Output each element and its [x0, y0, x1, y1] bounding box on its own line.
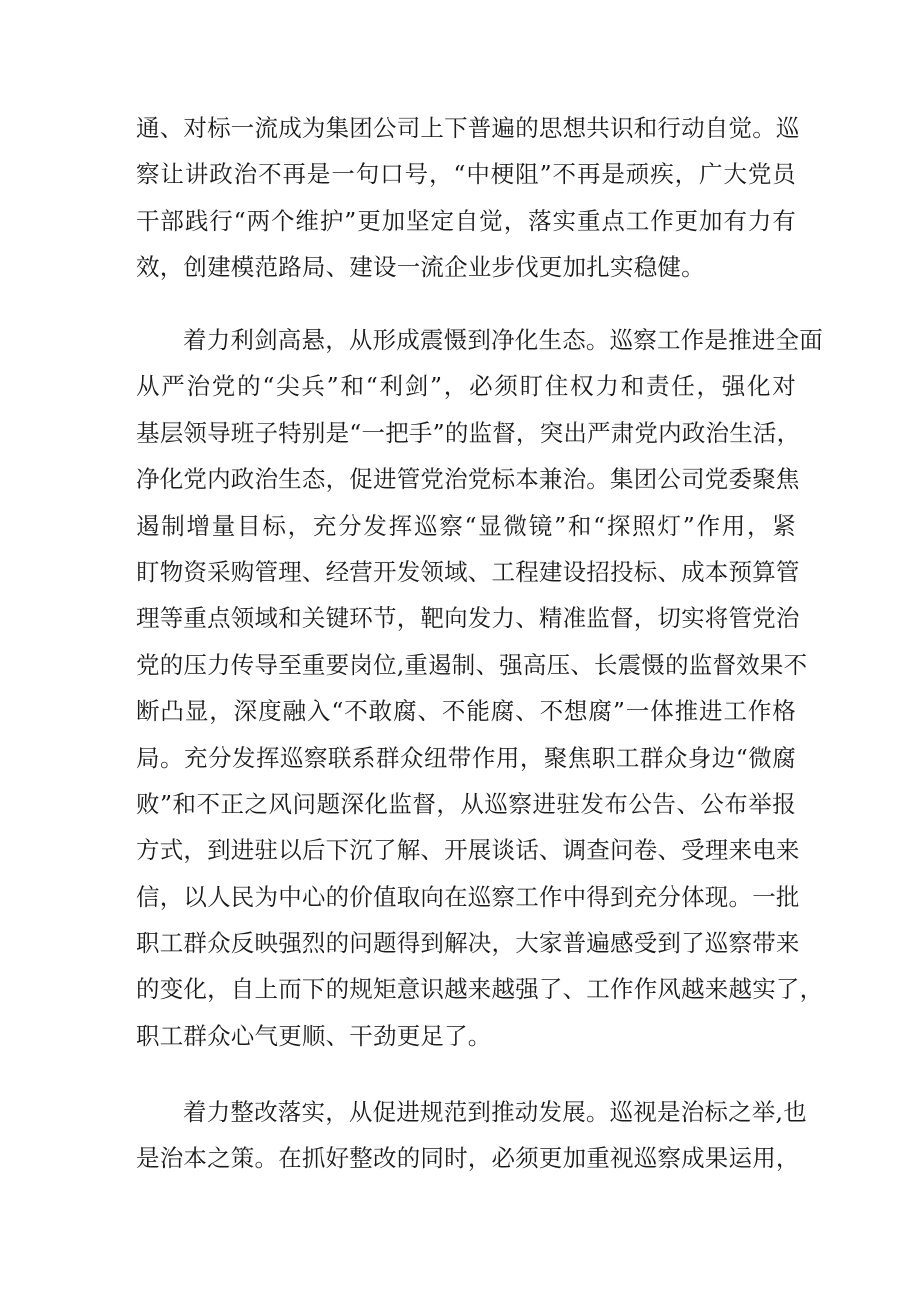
- text-line: 净化党内政治生态，促进管党治党标本兼治。集团公司党委聚焦: [136, 465, 800, 494]
- text-line: 断凸显，深度融入“不敢腐、不能腐、不想腐”一体推进工作格: [136, 697, 796, 726]
- text-line: 职工群众心气更顺、干劲更足了。: [136, 1021, 492, 1050]
- text-line: 着力利剑高悬，从形成震慑到净化生态。巡察工作是推进全面: [183, 326, 823, 354]
- text-line: 败”和不正之风问题深化监督，从巡察进驻发布公告、公布举报: [136, 789, 796, 818]
- text-line: 盯物资采购管理、经营开发领域、工程建设招投标、成本预算管: [136, 557, 800, 586]
- text-line: 是治本之策。在抓好整改的同时，必须更加重视巡察成果运用，: [136, 1144, 800, 1173]
- paragraph-1: [136, 105, 800, 291]
- text-line: 信，以人民为中心的价值取向在巡察工作中得到充分体现。一批: [136, 882, 800, 911]
- text-line: 的变化，自上而下的规矩意识越来越强了、工作作风越来越实了，: [136, 975, 824, 1004]
- text-line: 通、对标一流成为集团公司上下普遍的思想共识和行动自觉。巡: [136, 114, 800, 142]
- text-line: 理等重点领域和关键环节，靶向发力、精准监督，切实将管党治: [136, 604, 800, 633]
- text-line: 局。充分发挥巡察联系群众纽带作用，聚焦职工群众身边“微腐: [136, 743, 796, 772]
- text-line: 察让讲政治不再是一句口号，“中梗阻”不再是顽疾，广大党员: [136, 160, 796, 189]
- text-line: 着力整改落实，从促进规范到推动发展。巡视是治标之举,也: [183, 1098, 807, 1126]
- text-line: 从严治党的“尖兵”和“利剑”，必须盯住权力和责任，强化对: [136, 372, 796, 401]
- text-line: 遏制增量目标，充分发挥巡察“显微镜”和“探照灯”作用，紧: [136, 511, 796, 540]
- text-line: 党的压力传导至重要岗位,重遏制、强高压、长震慑的监督效果不: [136, 650, 808, 679]
- text-line: 职工群众反映强烈的问题得到解决，大家普遍感受到了巡察带来: [136, 929, 800, 958]
- text-line: 干部践行“两个维护”更加坚定自觉，落实重点工作更加有力有: [136, 206, 796, 235]
- text-line: 基层领导班子特别是“一把手”的监督，突出严肃党内政治生活，: [136, 418, 801, 447]
- paragraph-2: [136, 317, 824, 1059]
- paragraph-3: [136, 1089, 807, 1182]
- text-line: 效，创建模范路局、建设一流企业步伐更加扎实稳健。: [136, 253, 705, 282]
- text-line: 方式，到进驻以后下沉了解、开展谈话、调查问卷、受理来电来: [136, 836, 800, 865]
